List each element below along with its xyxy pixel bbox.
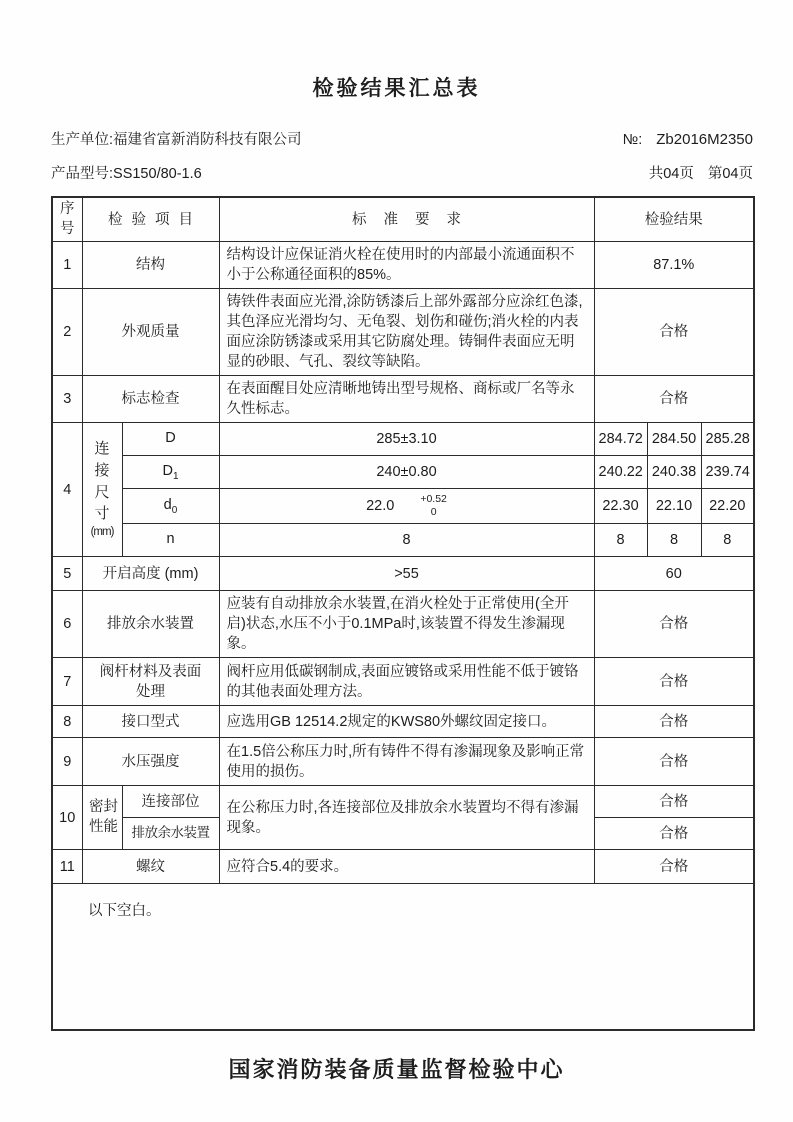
table-row bbox=[52, 706, 754, 738]
item-cell: 连接部位 bbox=[122, 786, 219, 818]
standard-cell bbox=[219, 489, 594, 524]
result-cell: 240.22 bbox=[594, 456, 647, 489]
seq-cell: 10 bbox=[52, 786, 82, 850]
seq-cell: 11 bbox=[52, 850, 82, 884]
result-cell: 239.74 bbox=[701, 456, 754, 489]
param-cell bbox=[122, 423, 219, 456]
result-cell: 合格 bbox=[594, 738, 754, 786]
standard-cell: 铸铁件表面应光滑,涂防锈漆后上部外露部分应涂红色漆,其色泽应光滑均匀、无龟裂、划伤和碰伤;消火栓的内表面应涂防锈漆或采用其它防腐处理。铸铜件表面应无明显的砂眼、气孔、裂纹等缺陷。 bbox=[219, 289, 594, 376]
result-cell: 合格 bbox=[594, 591, 754, 658]
param-cell bbox=[122, 456, 219, 489]
group-label-cell bbox=[82, 786, 122, 850]
result-cell: 284.50 bbox=[647, 423, 701, 456]
product-model-line: 产品型号:SS150/80-1.6 bbox=[51, 166, 202, 182]
table-row bbox=[52, 557, 754, 591]
standard-cell: 240±0.80 bbox=[219, 456, 594, 489]
standard-cell: 结构设计应保证消火栓在使用时的内部最小流通面积不小于公称通径面积的85%。 bbox=[219, 242, 594, 289]
blank-note-cell: 以下空白。 bbox=[52, 884, 754, 1031]
table-row bbox=[52, 456, 754, 489]
item-cell: 阀杆材料及表面处理 bbox=[82, 658, 219, 706]
result-cell: 8 bbox=[647, 524, 701, 557]
seq-cell: 2 bbox=[52, 289, 82, 376]
group-unit: (mm) bbox=[90, 526, 114, 539]
result-cell: 284.72 bbox=[594, 423, 647, 456]
seq-cell: 6 bbox=[52, 591, 82, 658]
seq-cell: 9 bbox=[52, 738, 82, 786]
item-cell: 水压强度 bbox=[82, 738, 219, 786]
result-cell: 22.20 bbox=[701, 489, 754, 524]
seq-cell: 1 bbox=[52, 242, 82, 289]
table-row bbox=[52, 738, 754, 786]
seq-cell: 4 bbox=[52, 423, 82, 557]
table-row bbox=[52, 242, 754, 289]
result-cell: 合格 bbox=[594, 850, 754, 884]
item-cell: 外观质量 bbox=[82, 289, 219, 376]
result-cell: 合格 bbox=[594, 376, 754, 423]
seq-cell: 8 bbox=[52, 706, 82, 738]
doc-no-label: №: bbox=[622, 132, 643, 148]
param-symbol: n bbox=[166, 530, 175, 547]
param-cell bbox=[122, 489, 219, 524]
result-cell: 60 bbox=[594, 557, 754, 591]
item-cell: 开启高度 (mm) bbox=[82, 557, 219, 591]
standard-cell: 应装有自动排放余水装置,在消火栓处于正常使用(全开启)状态,水压不小于0.1MPa时,该装置不得发生渗漏现象。 bbox=[219, 591, 594, 658]
item-cell: 排放余水装置 bbox=[122, 818, 219, 850]
footer-org: 国家消防装备质量监督检验中心 bbox=[228, 1057, 565, 1083]
standard-cell: 285±3.10 bbox=[219, 423, 594, 456]
param-subscript: 0 bbox=[171, 504, 178, 516]
table-row bbox=[52, 423, 754, 456]
group-label-cell bbox=[82, 423, 122, 557]
param-symbol: D bbox=[162, 462, 173, 479]
result-cell: 22.10 bbox=[647, 489, 701, 524]
page-title: 检验结果汇总表 bbox=[312, 77, 481, 100]
result-cell: 22.30 bbox=[594, 489, 647, 524]
param-symbol: D bbox=[165, 429, 176, 446]
standard-cell: 阀杆应用低碳钢制成,表面应镀铬或采用性能不低于镀铬的其他表面处理方法。 bbox=[219, 658, 594, 706]
table-row bbox=[52, 591, 754, 658]
seq-cell: 3 bbox=[52, 376, 82, 423]
result-cell: 8 bbox=[701, 524, 754, 557]
standard-cell: 在公称压力时,各连接部位及排放余水装置均不得有渗漏现象。 bbox=[219, 786, 594, 850]
result-cell: 合格 bbox=[594, 289, 754, 376]
result-cell: 8 bbox=[594, 524, 647, 557]
table-row bbox=[52, 524, 754, 557]
seq-cell: 5 bbox=[52, 557, 82, 591]
table-row bbox=[52, 884, 754, 1031]
result-cell: 合格 bbox=[594, 658, 754, 706]
table-row bbox=[52, 489, 754, 524]
total-pages: 共04页 bbox=[648, 166, 694, 182]
item-cell: 接口型式 bbox=[82, 706, 219, 738]
param-subscript: 1 bbox=[172, 470, 179, 482]
table-row bbox=[52, 850, 754, 884]
col-header-standard: 标准要求 bbox=[219, 197, 594, 242]
tolerance-stack bbox=[420, 493, 447, 519]
tolerance-lower: 0 bbox=[430, 506, 437, 519]
table-row bbox=[52, 786, 754, 818]
item-cell: 螺纹 bbox=[82, 850, 219, 884]
seq-cell: 7 bbox=[52, 658, 82, 706]
col-header-seq: 序号 bbox=[52, 197, 82, 242]
item-cell: 排放余水装置 bbox=[82, 591, 219, 658]
item-cell: 标志检查 bbox=[82, 376, 219, 423]
result-cell: 240.38 bbox=[647, 456, 701, 489]
item-cell: 结构 bbox=[82, 242, 219, 289]
result-cell: 285.28 bbox=[701, 423, 754, 456]
col-header-item: 检验项目 bbox=[82, 197, 219, 242]
inspection-results-table bbox=[51, 196, 755, 1031]
table-row bbox=[52, 289, 754, 376]
standard-cell: >55 bbox=[219, 557, 594, 591]
nominal-value: 22.0 bbox=[366, 498, 395, 515]
standard-cell: 8 bbox=[219, 524, 594, 557]
group-label-vertical: 连接尺寸 bbox=[94, 440, 110, 523]
result-cell: 合格 bbox=[594, 706, 754, 738]
table-row bbox=[52, 376, 754, 423]
standard-cell: 在1.5倍公称压力时,所有铸件不得有渗漏现象及影响正常使用的损伤。 bbox=[219, 738, 594, 786]
tolerance-upper: +0.52 bbox=[420, 493, 447, 505]
producer-line: 生产单位:福建省富新消防科技有限公司 bbox=[51, 132, 302, 148]
col-header-result: 检验结果 bbox=[594, 197, 754, 242]
group-label: 密封性能 bbox=[89, 799, 118, 835]
result-cell: 合格 bbox=[594, 818, 754, 850]
result-cell: 合格 bbox=[594, 786, 754, 818]
param-cell bbox=[122, 524, 219, 557]
standard-cell: 在表面醒目处应清晰地铸出型号规格、商标或厂名等永久性标志。 bbox=[219, 376, 594, 423]
result-cell: 87.1% bbox=[594, 242, 754, 289]
doc-no-value: Zb2016M2350 bbox=[656, 131, 753, 148]
document-meta bbox=[51, 128, 753, 183]
standard-cell: 应选用GB 12514.2规定的KWS80外螺纹固定接口。 bbox=[219, 706, 594, 738]
table-row bbox=[52, 658, 754, 706]
standard-cell: 应符合5.4的要求。 bbox=[219, 850, 594, 884]
param-symbol: d bbox=[163, 496, 172, 513]
current-page: 第04页 bbox=[707, 166, 753, 182]
